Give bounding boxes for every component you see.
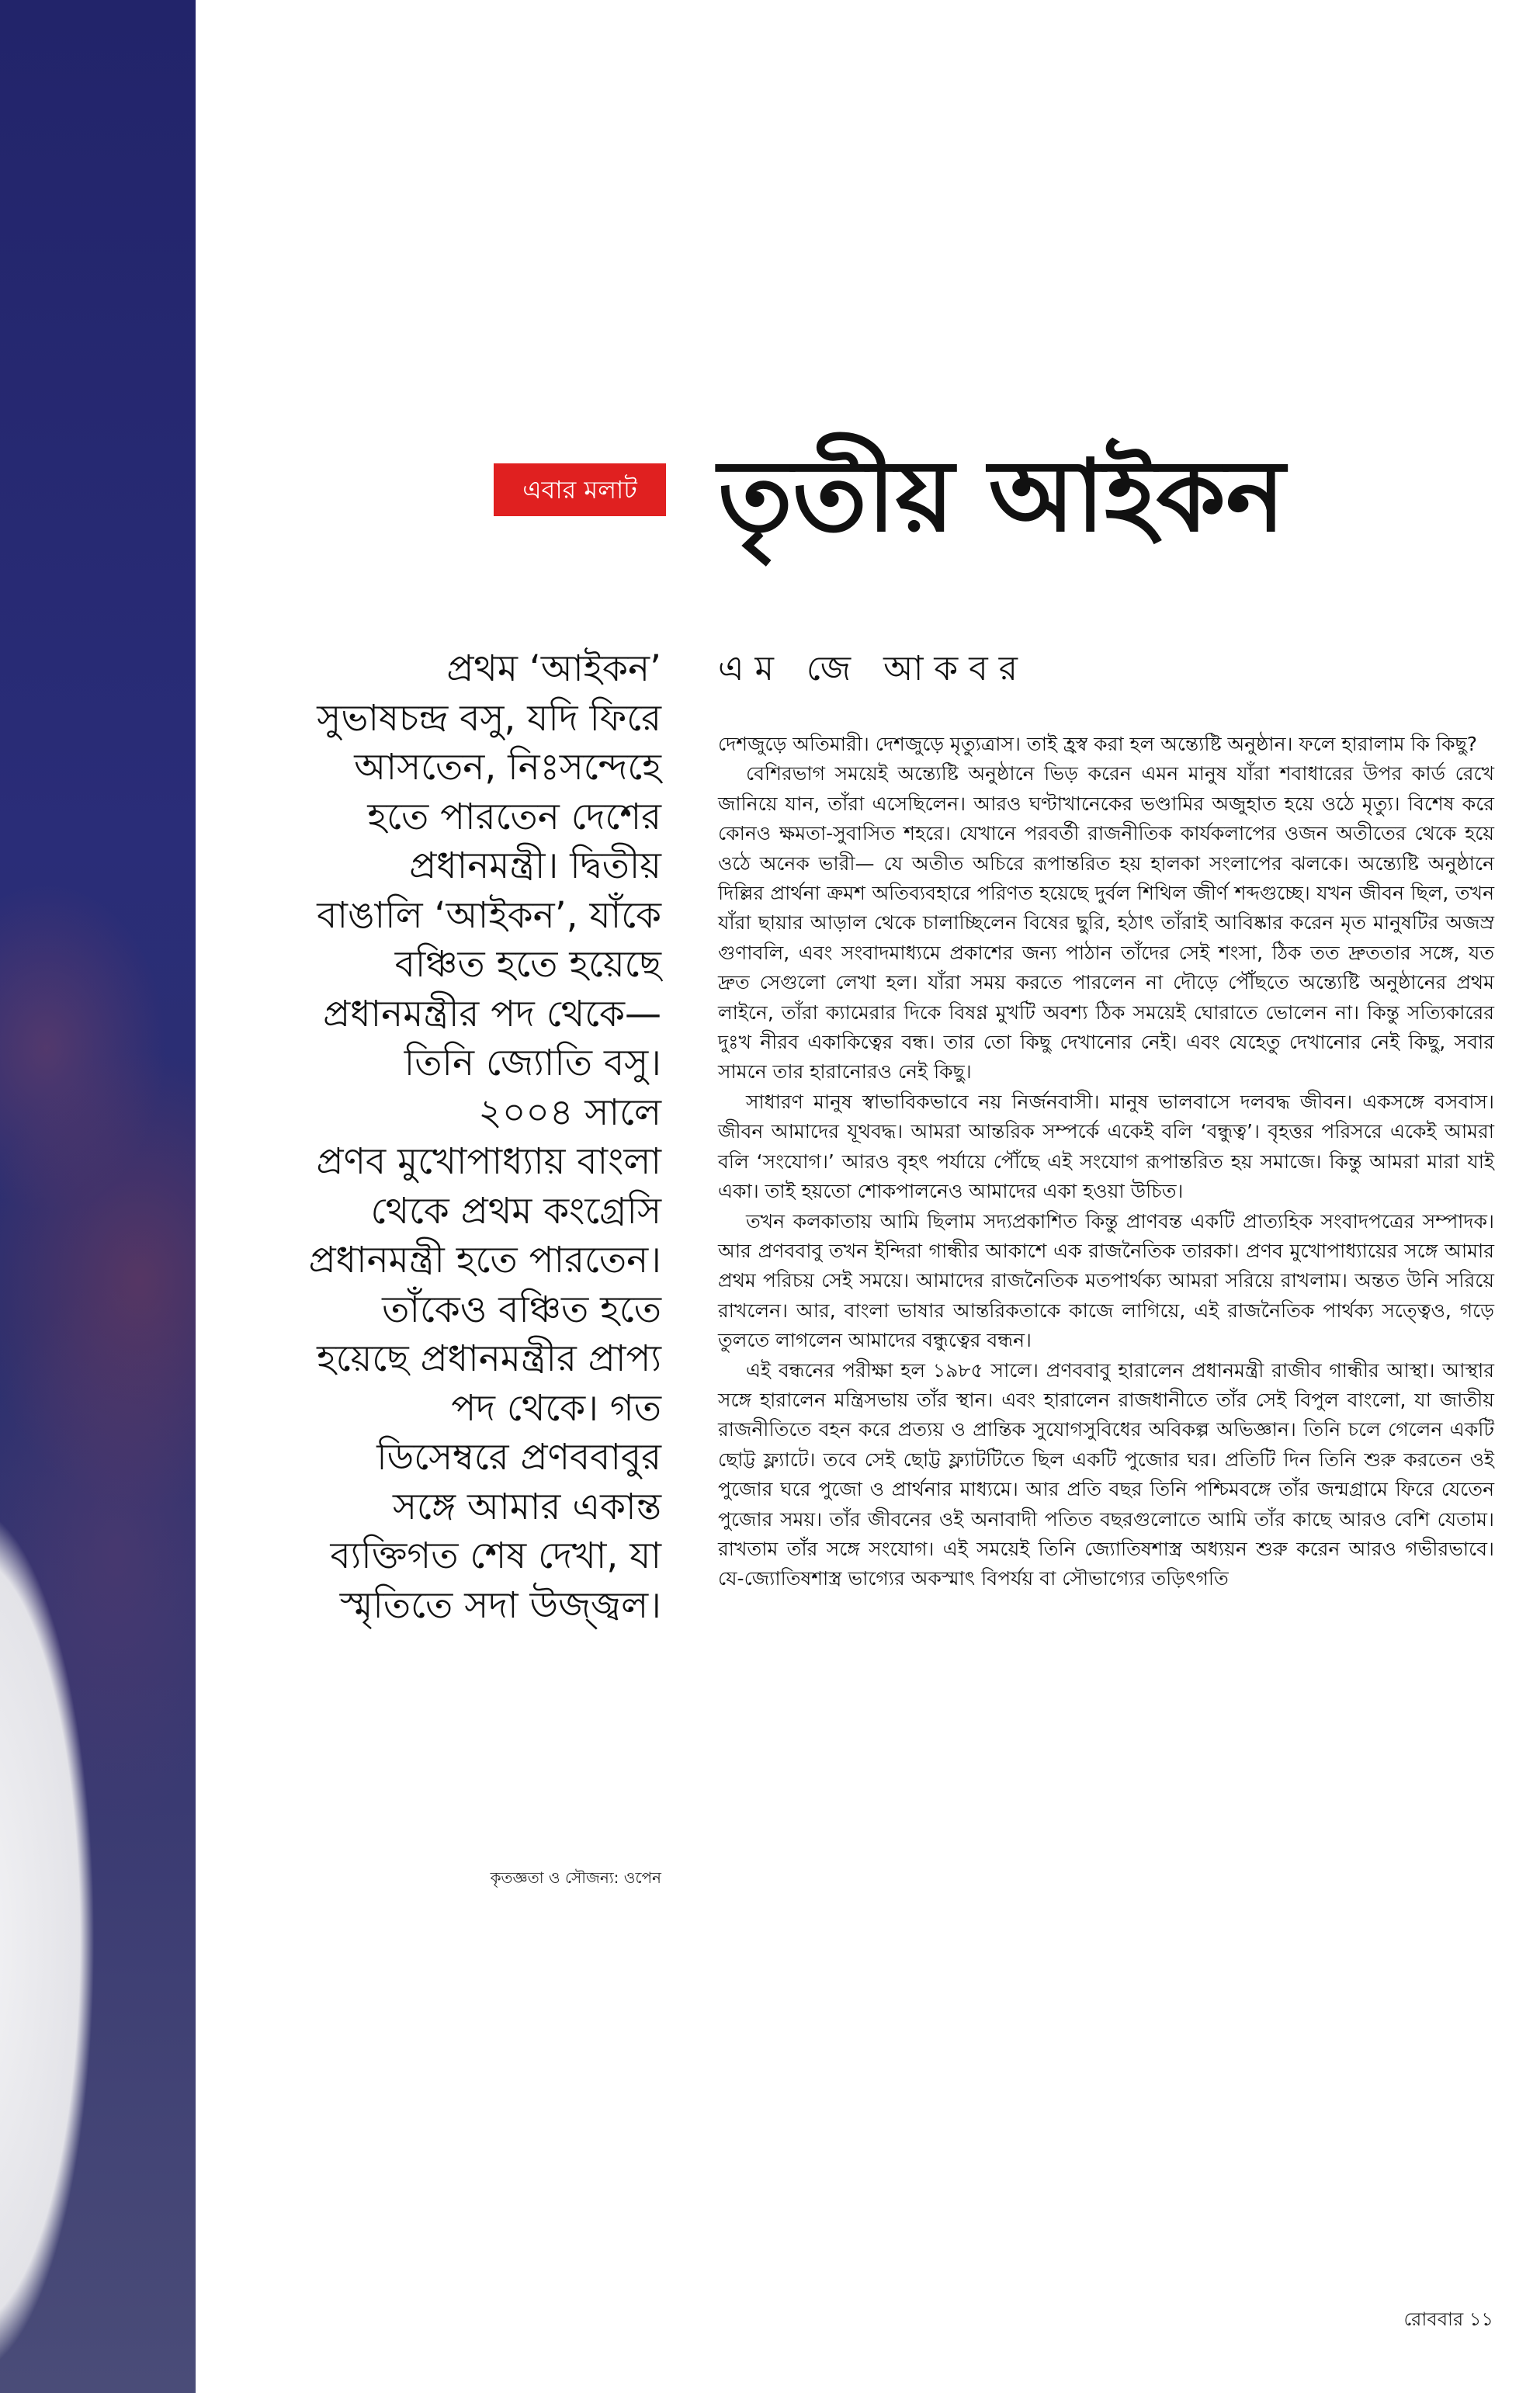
article-body [718,730,1494,1594]
pull-quote-line: হয়েছে প্রধানমন্ত্রীর প্রাপ্য [317,1337,661,1380]
pull-quote-line: ২০০৪ সালে [478,1091,661,1134]
pull-quote-line: ব্যক্তিগত শেষ দেখা, যা [330,1535,661,1577]
cover-photo-strip [0,0,196,2393]
pull-quote-line: স্মৃতিতে সদা উজ্জ্বল। [339,1583,661,1627]
pull-quote-line: তিনি জ্যোতি বসু। [404,1042,661,1084]
page-title: তৃতীয় আইকন [718,439,1285,554]
byline: এম জে আকবর [718,649,1028,688]
pull-quote-line: আসতেন, নিঃসন্দেহে [354,746,661,789]
page-folio: রোববার ১১ [1403,2308,1493,2330]
article-paragraph: দেশজুড়ে অতিমারী। দেশজুড়ে মৃত্যুত্রাস। তাই হ্রস্ব করা হল অন্ত্যেষ্টি অনুষ্ঠান। ফলে হারালাম কি কিছু? [718,733,1478,755]
pull-quote-line: প্রধানমন্ত্রী। দ্বিতীয় [409,844,661,887]
pull-quote-line: হতে পারতেন দেশের [367,795,661,838]
pull-quote-line: থেকে প্রথম কংগ্রেসি [370,1189,661,1233]
pull-quote-line: বঞ্চিত হতে হয়েছে [394,943,661,986]
pull-quote-line: বাঙালি ‘আইকন’, যাঁকে [317,893,661,937]
pull-quote-line: প্রধানমন্ত্রীর পদ থেকে— [323,992,661,1035]
pull-quote-line: প্রধানমন্ত্রী হতে পারতেন। [308,1239,661,1281]
article-paragraph: বেশিরভাগ সময়েই অন্ত্যেষ্টি অনুষ্ঠানে ভিড় করেন এমন মানুষ যাঁরা শবাধারের উপর কার্ড রেখে জানিয়ে যান, তাঁরা এসেছিলেন। আরও ঘণ্টাখানেকের ভণ্ডামির অজুহাত হয়ে ওঠে মৃত্যু। বিশেষ করে কোনও ক্ষমতা-সুবাসিত শহরে। যেখানে পরবর্তী রাজনীতিক কার্যকলাপের ওজন অতীতের থেকে হয়ে ওঠে অনেক ভারী— যে অতীত অচিরে রূপান্তরিত হয় হালকা সংলাপের ঝলকে। অন্ত্যেষ্টি অনুষ্ঠানে দিল্লির প্রার্থনা ক্রমশ অতিব্যবহারে পরিণত হয়েছে দুর্বল শিথিল জীর্ণ শব্দগুচ্ছে। যখন জীবন ছিল, তখন যাঁরা ছায়ার আড়াল থেকে চালাচ্ছিলেন বিষের ছুরি, হঠাৎ তাঁরাই আবিষ্কার করেন মৃত মানুষটির অজস্র গুণাবলি, এবং সংবাদমাধ্যমে প্রকাশের জন্য পাঠান তাঁদের সেই শংসা, ঠিক তত দ্রুততার সঙ্গে, যত দ্রুত সেগুলো লেখা হল। যাঁরা সময় করতে পারলেন না দৌড়ে পৌঁছতে অন্ত্যেষ্টি অনুষ্ঠানের প্রথম লাইনে, তাঁরা ক্যামেরার দিকে বিষণ্ণ মুখটি অবশ্য ঠিক সময়েই ঘোরাতে ভোলেন না। কিন্তু সত্যিকারের দুঃখ নীরব একাকিত্বের বন্ধ। তার তো কিছু দেখানোর নেই। এবং যেহেতু দেখানোর নেই কিছু, সবার সামনে তার হারানোরও নেই কিছু। [718,762,1494,1084]
pull-quote-line: প্রথম ‘আইকন’ [446,647,661,690]
pull-quote-line: সুভাষচন্দ্র বসু, যদি ফিরে [317,696,661,740]
photo-credit: কৃতজ্ঞতা ও সৌজন্য: ওপেন [490,1868,661,1887]
article-paragraph: সাধারণ মানুষ স্বাভাবিকভাবে নয় নির্জনবাসী। মানুষ ভালবাসে দলবদ্ধ জীবন। একসঙ্গে বসবাস। জীবন আমাদের যূথবদ্ধ। আমরা আন্তরিক সম্পর্কে একেই বলি ‘বন্ধুত্ব’। বৃহত্তর পরিসরে একেই আমরা বলি ‘সংযোগ।’ আরও বৃহৎ পর্যায়ে পৌঁছে এই সংযোগ রূপান্তরিত হয় সমাজে। কিন্তু আমরা মারা যাই একা। তাই হয়তো শোকপালনেও আমাদের একা হওয়া উচিত। [718,1090,1494,1203]
pull-quote-line: প্রণব মুখোপাধ্যায় বাংলা [316,1140,661,1183]
pull-quote-line: তাঁকেও বঞ্চিত হতে [382,1288,661,1331]
pull-quote-line: ডিসেম্বরে প্রণববাবুর [376,1436,661,1479]
pull-quote-line: সঙ্গে আমার একান্ত [392,1485,661,1528]
section-tag: এবার মলাট [494,463,666,516]
article-paragraph: এই বন্ধনের পরীক্ষা হল ১৯৮৫ সালে। প্রণববাবু হারালেন প্রধানমন্ত্রী রাজীব গান্ধীর আস্থা। আস্থার সঙ্গে হারালেন মন্ত্রিসভায় তাঁর স্থান। এবং হারালেন রাজধানীতে তাঁর সেই বিপুল বাংলো, যা জাতীয় রাজনীতিতে বহন করে প্রত্যয় ও প্রান্তিক সুযোগসুবিধের অবিকল্প অভিজ্ঞান। তিনি চলে গেলেন একটি ছোট্ট ফ্ল্যাটে। তবে সেই ছোট্ট ফ্ল্যাটটিতে ছিল একটি পুজোর ঘর। প্রতিটি দিন তিনি শুরু করতেন ওই পুজোর ঘরে পুজো ও প্রার্থনার মাধ্যমে। আর প্রতি বছর তিনি পশ্চিমবঙ্গে তাঁর জন্মগ্রামে ফিরে যেতেন পুজোর সময়। তাঁর জীবনের ওই অনাবাদী পতিত বছরগুলোতে আমি তাঁর কাছে আরও বেশি যেতাম। রাখতাম তাঁর সঙ্গে সংযোগ। এই সময়েই তিনি জ্যোতিষশাস্ত্র অধ্যয়ন শুরু করেন আরও গভীরভাবে। যে-জ্যোতিষশাস্ত্র ভাগ্যের অকস্মাৎ বিপর্যয় বা সৌভাগ্যের তড়িৎগতি [718,1358,1494,1590]
pull-quote-line: পদ থেকে। গত [451,1386,661,1430]
pull-quote [256,644,661,1630]
article-paragraph: তখন কলকাতায় আমি ছিলাম সদ্যপ্রকাশিত কিন্তু প্রাণবন্ত একটি প্রাত্যহিক সংবাদপত্রের সম্পাদক। আর প্রণববাবু তখন ইন্দিরা গান্ধীর আকাশে এক রাজনৈতিক তারকা। প্রণব মুখোপাধ্যায়ের সঙ্গে আমার প্রথম পরিচয় সেই সময়ে। আমাদের রাজনৈতিক মতপার্থক্য আমরা সরিয়ে রাখলাম। অন্তত উনি সরিয়ে রাখলেন। আর, বাংলা ভাষার আন্তরিকতাকে কাজে লাগিয়ে, এই রাজনৈতিক পার্থক্য সত্ত্বেও, গড়ে তুলতে লাগলেন আমাদের বন্ধুত্বের বন্ধন। [718,1209,1494,1352]
